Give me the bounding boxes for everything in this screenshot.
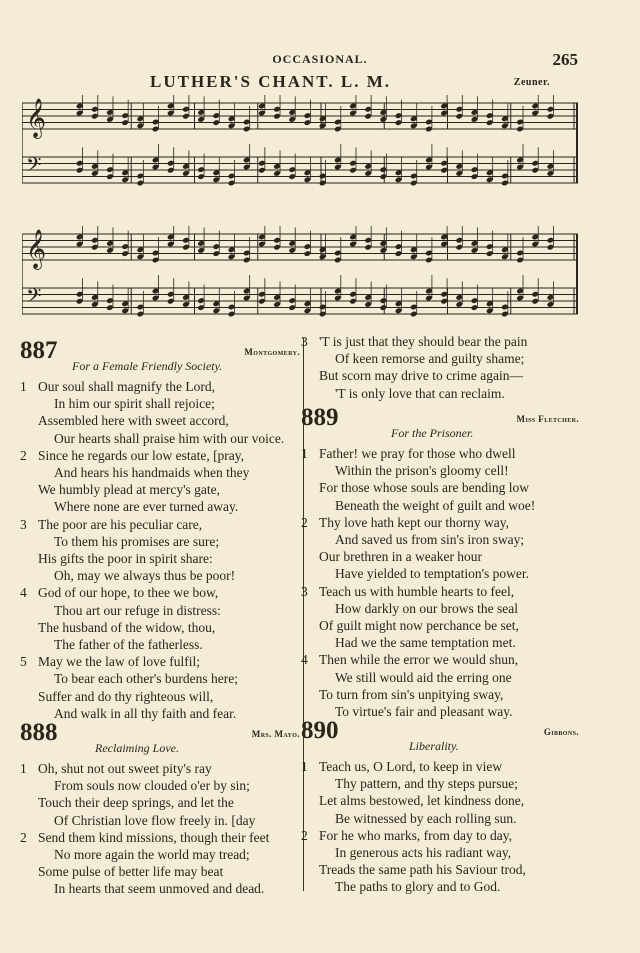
verse-text: To virtue's fair and pleasant way. xyxy=(335,704,513,720)
hymn-number: 890 xyxy=(301,717,339,744)
verse-number: 2 xyxy=(301,514,308,530)
verse-line xyxy=(20,829,300,846)
verse-text: Oh, shut not out sweet pity's ray xyxy=(38,761,212,776)
verse-text: In hearts that seem unmoved and dead. xyxy=(54,881,265,897)
verse-text: Father! we pray for those who dwell xyxy=(319,446,516,461)
verse-line xyxy=(301,350,591,367)
verse-text: Teach us with humble hearts to feel, xyxy=(319,583,515,599)
verse-number: 4 xyxy=(20,585,27,601)
verse-line xyxy=(20,777,300,794)
verse-text: Had we the same temptation met. xyxy=(335,635,516,651)
page-number: 265 xyxy=(552,50,578,69)
verse-text: Teach us, O Lord, to keep in view xyxy=(319,759,503,774)
verse-number: 3 xyxy=(20,516,27,532)
verse-text: Treads the same path his Saviour trod, xyxy=(319,862,526,878)
hymn-composer: Montgomery. xyxy=(244,347,300,357)
hymn-890 xyxy=(301,718,579,896)
verse-line xyxy=(20,688,300,705)
verse-line xyxy=(301,445,579,462)
verse-line xyxy=(301,497,579,514)
verse-line xyxy=(301,600,579,617)
verse-number: 4 xyxy=(301,652,308,668)
verse-text: Send them kind missions, though their feet xyxy=(38,829,270,845)
verse-text: For he who marks, from day to day, xyxy=(319,827,512,843)
verse-line xyxy=(301,758,579,775)
verse-number: 2 xyxy=(301,827,308,843)
verse-lines xyxy=(301,758,579,896)
verse-text: 'T is just that they should bear the pain xyxy=(319,334,528,349)
verse-text: We still would aid the erring one xyxy=(335,669,512,685)
verse-number: 3 xyxy=(301,583,308,599)
verse-number: 1 xyxy=(301,446,308,461)
hymn-887 xyxy=(20,338,300,722)
verse-text: Have yielded to temptation's power. xyxy=(335,566,530,582)
verse-line xyxy=(301,548,579,565)
verse-line xyxy=(20,670,300,687)
verse-text: Assembled here with sweet accord, xyxy=(38,413,229,429)
hymn-888-cont xyxy=(301,333,591,402)
hymn-889 xyxy=(301,405,579,720)
verse-text: And hears his handmaids when they xyxy=(54,465,250,481)
verse-line xyxy=(20,584,300,601)
verse-number: 3 xyxy=(301,334,308,349)
verse-text: And walk in all thy faith and fear. xyxy=(54,705,237,721)
verse-line xyxy=(20,846,300,863)
tune-composer: Zeuner. xyxy=(513,77,550,88)
hymn-number: 888 xyxy=(20,719,58,746)
hymn-subtitle: For the Prisoner. xyxy=(391,426,474,440)
hymn-number: 889 xyxy=(301,404,339,431)
verse-line xyxy=(20,619,300,636)
hymn-subtitle: Liberality. xyxy=(409,739,459,753)
verse-line xyxy=(301,617,579,634)
hymn-number: 887 xyxy=(20,337,58,364)
music-system-1 xyxy=(22,95,582,197)
verse-text: Oh, may we always thus be poor! xyxy=(54,568,236,584)
verse-line xyxy=(20,412,300,429)
verse-text: Thy pattern, and thy steps pursue; xyxy=(335,776,518,792)
verse-text: Suffer and do thy righteous will, xyxy=(38,688,214,704)
verse-text: Then while the error we would shun, xyxy=(319,652,519,668)
verse-line xyxy=(20,430,300,447)
verse-text: We humbly plead at mercy's gate, xyxy=(38,482,221,498)
verse-line xyxy=(20,464,300,481)
running-head: OCCASIONAL. xyxy=(272,52,368,66)
verse-line xyxy=(20,550,300,567)
verse-line xyxy=(301,861,579,878)
verse-text: Of Christian love flow freely in. [day xyxy=(54,812,256,828)
verse-line xyxy=(20,760,300,777)
verse-text: Be witnessed by each rolling sun. xyxy=(335,810,517,826)
verse-text: The husband of the widow, thou, xyxy=(38,619,216,635)
verse-line xyxy=(20,794,300,811)
verse-line xyxy=(301,775,579,792)
verse-line xyxy=(20,636,300,653)
verse-line xyxy=(20,447,300,464)
verse-number: 1 xyxy=(301,759,308,774)
verse-line xyxy=(301,792,579,809)
verse-line xyxy=(301,531,579,548)
verse-text: Since he regards our low estate, [pray, xyxy=(38,447,245,463)
verse-line xyxy=(301,827,579,844)
verse-line xyxy=(301,583,579,600)
verse-line xyxy=(20,378,300,395)
hymn-subtitle: Reclaiming Love. xyxy=(95,741,179,755)
verse-line xyxy=(20,498,300,515)
verse-text: Thy love hath kept our thorny way, xyxy=(319,514,509,530)
verse-line xyxy=(20,863,300,880)
verse-text: How darkly on our brows the seal xyxy=(335,600,518,616)
hymn-888 xyxy=(20,720,300,898)
verse-line xyxy=(20,812,300,829)
verse-text: To them his promises are sure; xyxy=(54,533,220,549)
verse-text: Thou art our refuge in distress: xyxy=(54,602,221,618)
svg-text:𝄢: 𝄢 xyxy=(26,153,42,181)
verse-text: From souls now clouded o'er by sin; xyxy=(54,778,250,794)
verse-text: Of keen remorse and guilty shame; xyxy=(335,351,525,367)
verse-text: No more again the world may tread; xyxy=(54,847,250,863)
verse-text: Where none are ever turned away. xyxy=(54,499,239,515)
svg-text:𝄢: 𝄢 xyxy=(26,284,42,312)
verse-number: 2 xyxy=(20,829,27,845)
hymn-composer: Miss Fletcher. xyxy=(516,414,579,424)
verse-line xyxy=(20,602,300,619)
verse-line xyxy=(20,481,300,498)
verse-line xyxy=(20,880,300,897)
verse-line xyxy=(301,385,591,402)
verse-text: Our soul shall magnify the Lord, xyxy=(38,379,215,394)
verse-lines xyxy=(301,445,579,720)
verse-text: For those whose souls are bending low xyxy=(319,480,529,496)
verse-line xyxy=(301,844,579,861)
verse-text: Touch their deep springs, and let the xyxy=(38,795,234,811)
verse-text: The poor are his peculiar care, xyxy=(38,516,203,532)
hymn-composer: Gibbons. xyxy=(543,727,579,737)
verse-text: In him our spirit shall rejoice; xyxy=(54,396,215,412)
verse-line xyxy=(20,567,300,584)
verse-line xyxy=(301,634,579,651)
verse-line xyxy=(301,686,579,703)
hymn-subtitle: For a Female Friendly Society. xyxy=(72,359,223,373)
verse-text: To bear each other's burdens here; xyxy=(54,671,239,687)
verse-line xyxy=(20,516,300,533)
verse-line xyxy=(301,479,579,496)
svg-text:𝄞: 𝄞 xyxy=(26,98,47,138)
verse-text: Our brethren in a weaker hour xyxy=(319,549,483,565)
verse-text: And saved us from sin's iron sway; xyxy=(335,532,525,548)
tune-title: LUTHER'S CHANT. L. M. xyxy=(150,72,391,91)
verse-line xyxy=(301,669,579,686)
verse-text: To turn from sin's unpitying sway, xyxy=(319,686,504,702)
verse-line xyxy=(301,565,579,582)
verse-text: Our hearts shall praise him with our voice. xyxy=(54,430,285,446)
verse-text: Beneath the weight of guilt and woe! xyxy=(335,497,536,513)
verse-text: But scorn may drive to crime again— xyxy=(319,368,523,384)
verse-text: Of guilt might now perchance be set, xyxy=(319,618,519,634)
verse-line xyxy=(20,533,300,550)
verse-line xyxy=(301,333,591,350)
hymn-composer: Mrs. Mayo. xyxy=(251,729,300,739)
verse-text: Within the prison's gloomy cell! xyxy=(335,463,509,479)
verse-text: God of our hope, to thee we bow, xyxy=(38,585,219,601)
verse-line xyxy=(20,395,300,412)
verse-line xyxy=(301,810,579,827)
verse-text: Let alms bestowed, let kindness done, xyxy=(319,793,525,809)
verse-text: 'T is only love that can reclaim. xyxy=(335,385,505,401)
verse-lines xyxy=(20,760,300,898)
verse-line xyxy=(301,514,579,531)
music-system-2 xyxy=(22,226,582,328)
verse-text: His gifts the poor in spirit share: xyxy=(38,551,213,567)
verse-line xyxy=(301,462,579,479)
verse-number: 5 xyxy=(20,654,27,670)
verse-lines xyxy=(301,333,591,402)
verse-number: 2 xyxy=(20,447,27,463)
verse-line xyxy=(301,651,579,668)
verse-text: Some pulse of better life may beat xyxy=(38,864,224,880)
verse-number: 1 xyxy=(20,379,27,394)
verse-text: In generous acts his radiant way, xyxy=(335,845,512,861)
verse-line xyxy=(301,367,591,384)
verse-number: 1 xyxy=(20,761,27,776)
verse-text: The father of the fatherless. xyxy=(54,637,203,653)
verse-line xyxy=(301,878,579,895)
verse-text: May we the law of love fulfil; xyxy=(38,654,200,670)
verse-text: The paths to glory and to God. xyxy=(335,879,501,895)
verse-lines xyxy=(20,378,300,722)
svg-text:𝄞: 𝄞 xyxy=(26,229,47,269)
verse-line xyxy=(20,653,300,670)
